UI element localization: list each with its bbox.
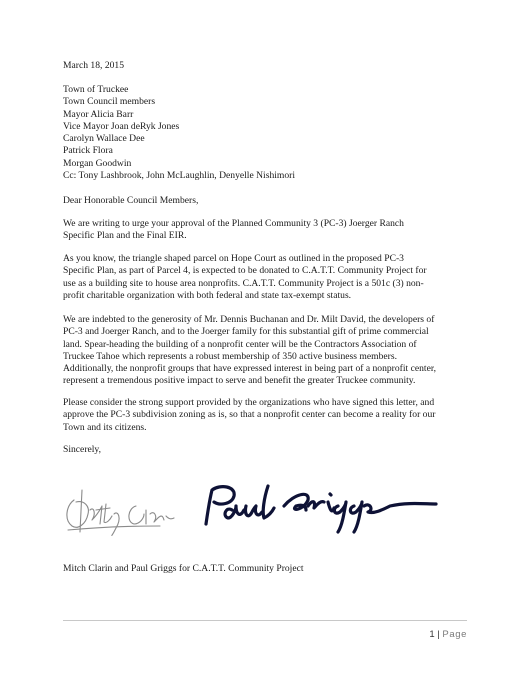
cc-line: Cc: Tony Lashbrook, John McLaughlin, Denyelle Nishimori — [63, 170, 296, 182]
page-number-label: Page — [442, 629, 467, 640]
signer-names: Mitch Clarin and Paul Griggs for C.A.T.T. Community Project — [63, 563, 304, 574]
signature-area — [60, 480, 460, 550]
signature-mitch-clarin — [60, 480, 178, 540]
paragraph-4: Please consider the strong support provided by the organizations who have signed this letter, and approve the PC-3 subdivision zoning as is, so that a nonprofit center can become a reality for our Town and its citizens. — [63, 397, 436, 433]
page-number — [380, 629, 467, 640]
letter-date: March 18, 2015 — [63, 60, 125, 71]
paragraph-3: We are indebted to the generosity of Mr. Dennis Buchanan and Dr. Milt David, the developers of PC-3 and Joerger Ranch, and to the Joerger family for this substantial gift of prime commercial land. Spear-heading the building of a nonprofit center will be the Contractors Association of Truckee Tahoe which represents a robust membership of 350 active business members. Additionally, the nonprofit groups that have expressed interest in being part of a nonprofit center, represent a tremendous positive impact to serve and benefit the greater Truckee community. — [63, 314, 437, 387]
signature-paul-griggs — [198, 480, 448, 536]
recipient-line: Vice Mayor Joan deRyk Jones — [63, 120, 180, 132]
recipient-line: Mayor Alicia Barr — [63, 108, 134, 120]
paragraph-2: As you know, the triangle shaped parcel on Hope Court as outlined in the proposed PC-3 Specific Plan, as part of Parcel 4, is expected to be donated to C.A.T.T. Community Project for use as a building site to house area nonprofits. C.A.T.T. Community Project is a 501c (3) non- profit charitable organization with both federal and state tax-exempt status. — [63, 253, 427, 301]
salutation: Dear Honorable Council Members, — [63, 195, 199, 206]
page-number-separator: | — [437, 629, 440, 640]
recipient-line: Patrick Flora — [63, 145, 113, 157]
paragraph-1: We are writing to urge your approval of the Planned Community 3 (PC-3) Joerger Ranch Specific Plan and the Final EIR. — [63, 218, 404, 242]
recipient-line: Town of Truckee — [63, 84, 129, 95]
footer-divider — [63, 620, 467, 621]
recipient-list — [63, 84, 483, 182]
page-number-value: 1 — [429, 629, 435, 640]
recipient-line: Morgan Goodwin — [63, 157, 132, 169]
recipient-line: Carolyn Wallace Dee — [63, 133, 145, 145]
closing: Sincerely, — [63, 444, 102, 455]
recipient-line: Town Council members — [63, 96, 156, 108]
